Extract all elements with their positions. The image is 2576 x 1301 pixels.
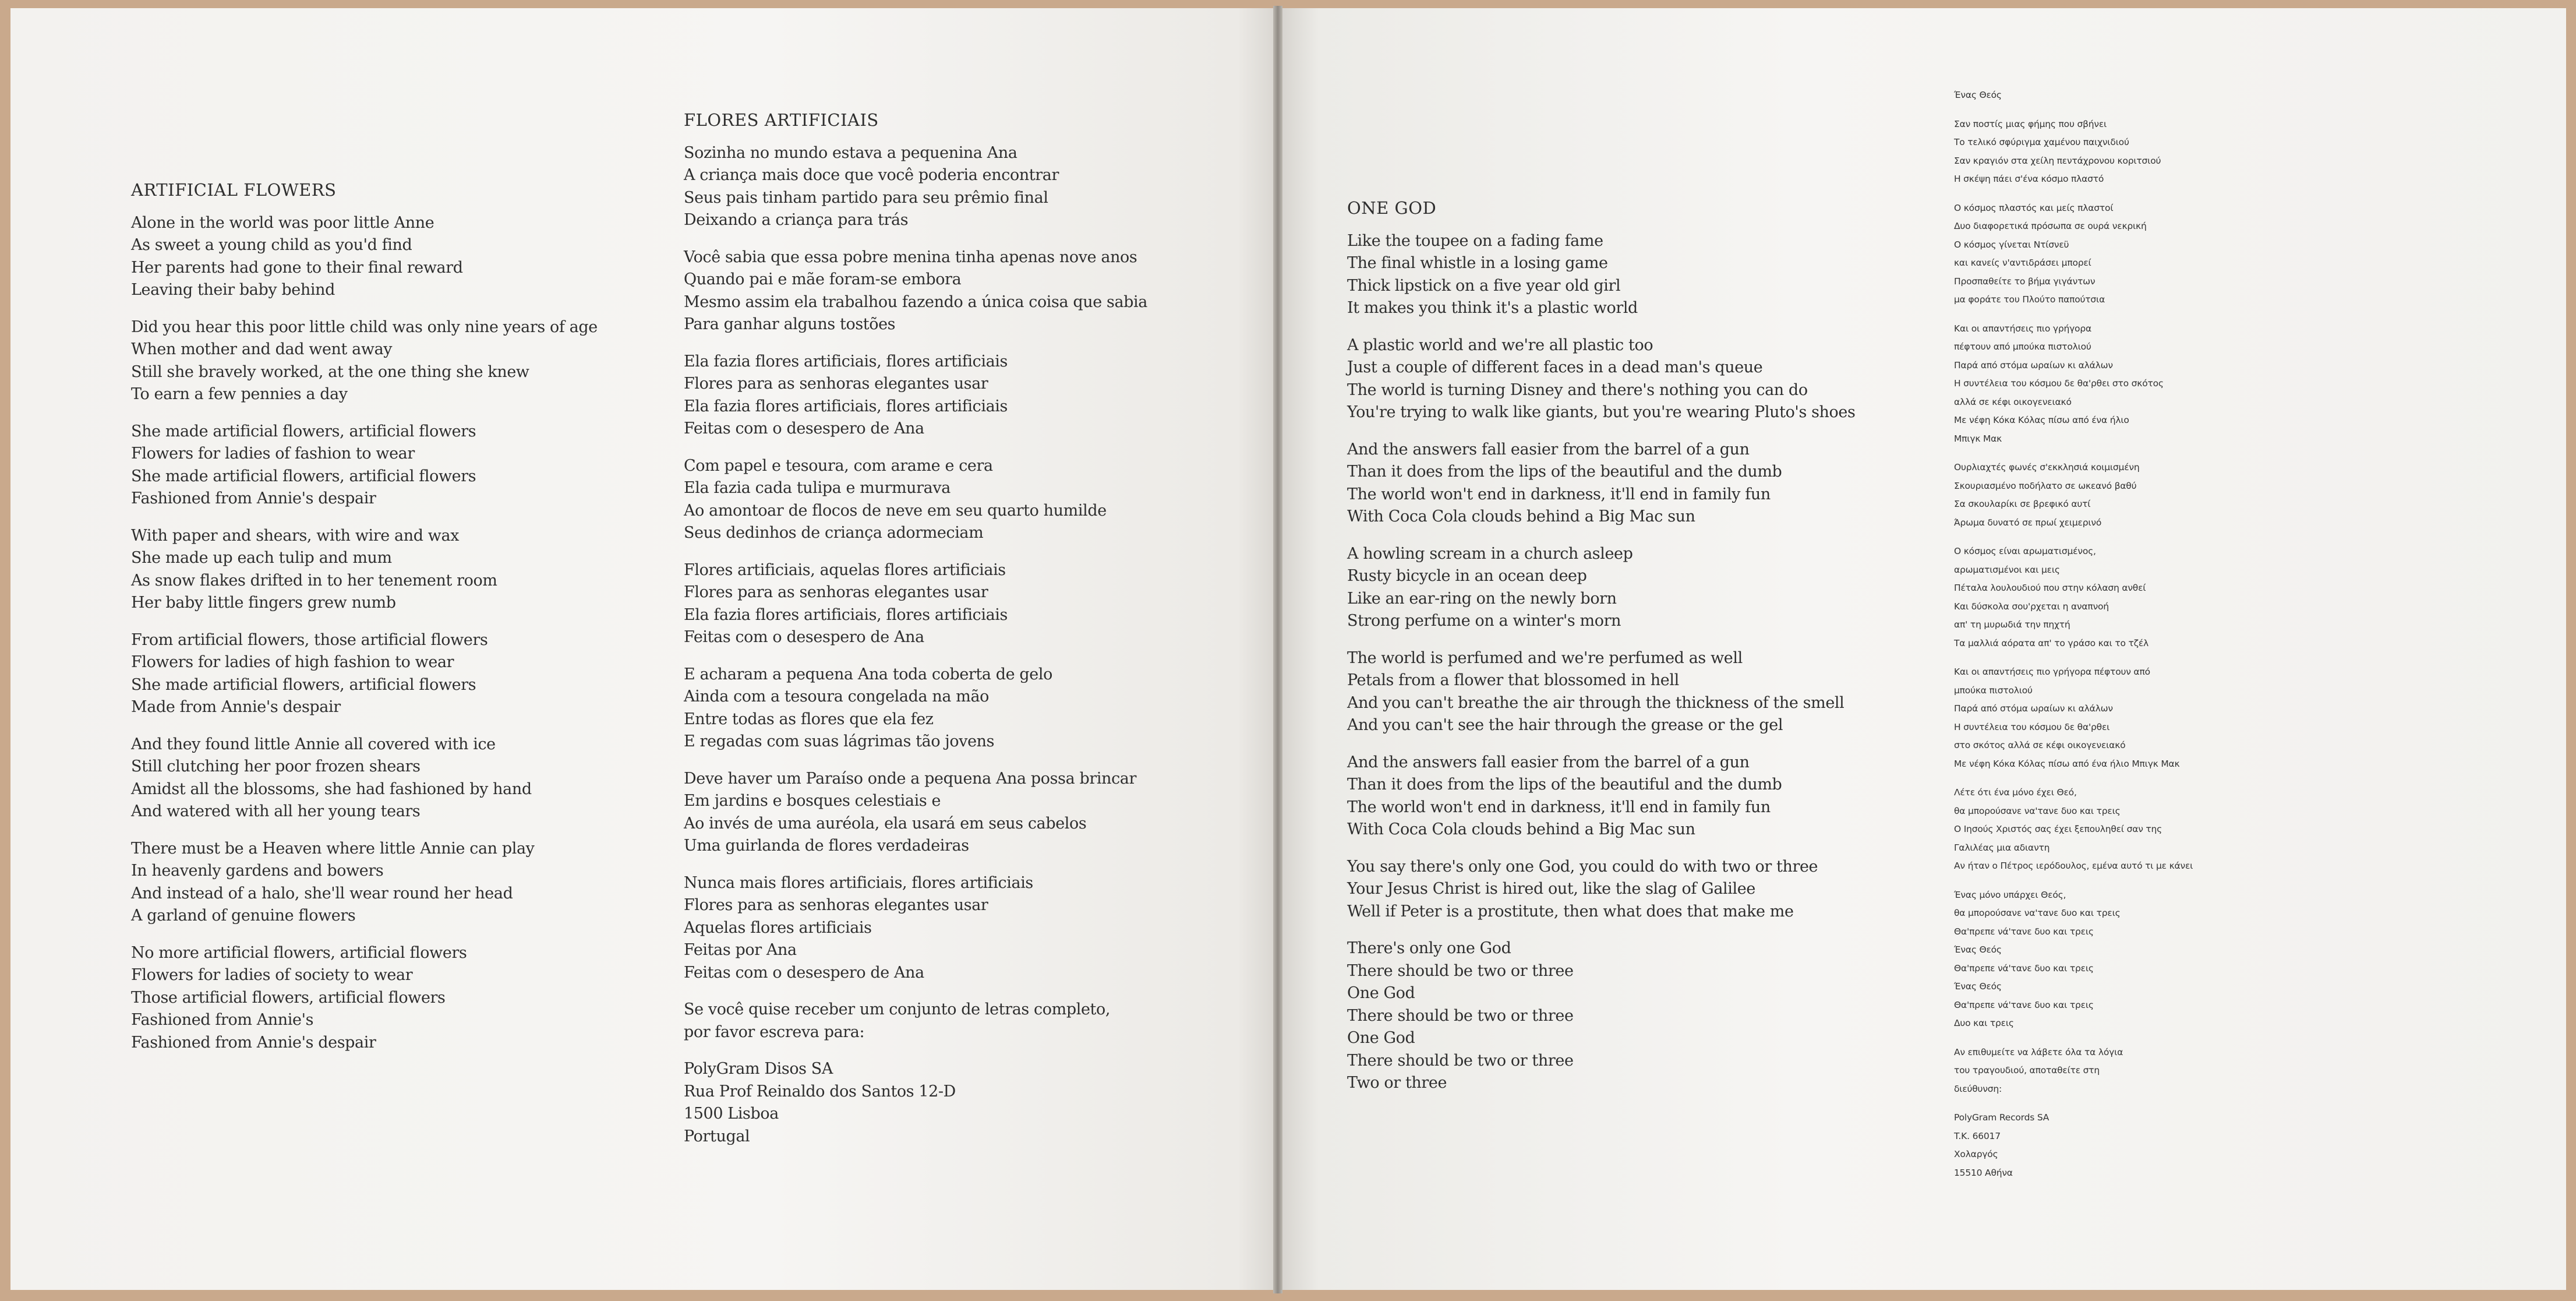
lyric-line: Petals from a flower that blossomed in hell	[1347, 671, 1679, 689]
lyric-line: Like the toupee on a fading fame	[1347, 231, 1603, 250]
lyric-line: Ένας μόνο υπάρχει Θεός,	[1954, 889, 2066, 900]
lyric-line: Θα'πρεπε νά'τανε δυο και τρεις	[1954, 926, 2094, 937]
lyric-line: You're trying to walk like giants, but you're wearing Pluto's shoes	[1347, 403, 1856, 421]
lyric-line: Leaving their baby behind	[131, 281, 335, 299]
lyric-line: With Coca Cola clouds behind a Big Mac sun	[1347, 507, 1695, 526]
lyric-line: Seus dedinhos de criança adormeciam	[684, 524, 984, 542]
stanza	[1347, 439, 1855, 528]
lyric-line: θα μπορούσανε να'τανε δυο και τρεις	[1954, 908, 2121, 918]
song-title: ARTIFICIAL FLOWERS	[131, 180, 337, 200]
lyric-line: Με νέφη Κόκα Κόλας πίσω από ένα ήλιο	[1954, 415, 2129, 425]
lyric-line: Και οι απαντήσεις πιο γρήγορα πέφτουν από	[1954, 667, 2150, 677]
song-title: ONE GOD	[1347, 198, 1437, 218]
lyric-line: A howling scream in a church asleep	[1347, 544, 1633, 563]
stanza	[684, 246, 1147, 336]
lyric-line: Feitas com o desespero de Ana	[684, 628, 924, 646]
lyric-line: Flores para as senhoras elegantes usar	[684, 375, 988, 393]
lyric-line: And the answers fall easier from the barrel of a gun	[1347, 753, 1750, 771]
stanza	[1347, 334, 1855, 424]
lyric-line: Strong perfume on a winter's morn	[1347, 612, 1621, 630]
lyric-line: And watered with all her young tears	[131, 802, 421, 820]
lyric-line: Você sabia que essa pobre menina tinha apenas nove anos	[684, 248, 1137, 266]
lyric-line: Still she bravely worked, at the one thing she knew	[131, 362, 529, 381]
lyric-line: Η συντέλεια του κόσμου δε θα'ρθει	[1954, 721, 2110, 732]
lyric-line: Fashioned from Annie's despair	[131, 489, 376, 507]
stanza	[131, 942, 598, 1055]
lyric-line: You say there's only one God, you could do with two or three	[1347, 857, 1818, 876]
lyric-line: Σκουριασμένο ποδήλατο σε ωκεανό βαθύ	[1954, 480, 2137, 491]
lyric-line: Deve haver um Paraíso onde a pequena Ana possa brincar	[684, 769, 1136, 788]
lyric-line: Quando pai e mãe foram-se embora	[684, 270, 962, 288]
lyric-line: Sozinha no mundo estava a pequenina Ana	[684, 143, 1017, 162]
lyric-line: Flowers for ladies of society to wear	[131, 966, 413, 984]
stanza	[1954, 886, 2193, 1033]
lyric-line: Αν ήταν ο Πέτρος ιερόδουλος, εμένα αυτό τι με κάνει	[1954, 861, 2193, 871]
lyric-line: A criança mais doce que você poderia encontrar	[684, 166, 1059, 184]
lyric-line: The world won't end in darkness, it'll end in family fun	[1347, 798, 1771, 816]
enas-theos-column	[1954, 86, 2193, 1193]
lyric-line: The world won't end in darkness, it'll end in family fun	[1347, 485, 1771, 503]
lyric-line: And you can't see the hair through the grease or the gel	[1347, 716, 1783, 734]
lyric-line: Ao amontoar de flocos de neve em seu quarto humilde	[684, 501, 1107, 520]
stanza	[131, 421, 598, 510]
stanza	[684, 768, 1147, 858]
lyric-line: Thick lipstick on a five year old girl	[1347, 276, 1621, 295]
lyric-line: She made artificial flowers, artificial flowers	[131, 467, 476, 485]
lyric-line: Ο Ιησούς Χριστός σας έχει ξεπουληθεί σαν της	[1954, 824, 2162, 834]
lyric-line: Her parents had gone to their final reward	[131, 258, 463, 277]
lyric-line: Feitas por Ana	[684, 941, 797, 959]
lyric-line: απ' τη μυρωδιά την πηχτή	[1954, 619, 2070, 630]
lyric-line: Your Jesus Christ is hired out, like the slag of Galilee	[1347, 880, 1755, 898]
address-line: PolyGram Disos SA	[684, 1060, 833, 1078]
stanza	[131, 734, 598, 823]
lyric-line: There must be a Heaven where little Annie can play	[131, 839, 535, 858]
lyric-line: There should be two or three	[1347, 961, 1574, 980]
lyric-line: E acharam a pequena Ana toda coberta de gelo	[684, 665, 1052, 683]
lyric-line: 15510 Αθήνα	[1954, 1167, 2013, 1178]
stanza	[1954, 320, 2193, 449]
stanza	[1347, 856, 1855, 923]
stanza	[684, 142, 1147, 232]
lyric-line: E regadas com suas lágrimas tão jovens	[684, 732, 995, 750]
stanza	[1347, 752, 1855, 841]
address-line: 1500 Lisboa	[684, 1105, 779, 1123]
lyric-line: Deixando a criança para trás	[684, 211, 909, 229]
stanza	[1347, 230, 1855, 320]
lyric-line: PolyGram Records SA	[1954, 1112, 2050, 1123]
lyric-line: Her baby little fingers grew numb	[131, 594, 396, 612]
lyric-line: With paper and shears, with wire and wax	[131, 526, 460, 545]
stanza	[684, 351, 1147, 440]
lyric-line: As sweet a young child as you'd find	[131, 236, 412, 254]
stanza	[684, 559, 1147, 649]
lyric-line: por favor escreva para:	[684, 1023, 865, 1041]
lyric-line: Ο κόσμος πλαστός και μείς πλαστοί	[1954, 202, 2114, 213]
lyric-line: Alone in the world was poor little Anne	[131, 213, 434, 232]
lyric-line: Σαν ποστίς μιας φήμης που σβήνει	[1954, 118, 2107, 129]
lyric-line: Flores artificiais, aquelas flores artificiais	[684, 560, 1006, 579]
lyrics	[1347, 230, 1855, 1095]
lyric-line: και κανείς ν'αντιδράσει μπορεί	[1954, 258, 2091, 268]
lyric-line: Fashioned from Annie's	[131, 1011, 314, 1029]
lyric-line: Se você quise receber um conjunto de letras completo,	[684, 1000, 1111, 1018]
lyrics	[684, 142, 1147, 1044]
lyric-line: Χολαργός	[1954, 1149, 1998, 1159]
lyric-line: Σα σκουλαρίκι σε βρεφικό αυτί	[1954, 499, 2091, 509]
lyric-line: Ουρλιαχτές φωνές σ'εκκλησιά κοιμισμένη	[1954, 462, 2140, 473]
lyric-line: Still clutching her poor frozen shears	[131, 757, 421, 775]
lyric-line: Uma guirlanda de flores verdadeiras	[684, 837, 969, 855]
lyric-line: One God	[1347, 984, 1415, 1002]
lyric-line: θα μπορούσανε να'τανε δυο και τρεις	[1954, 805, 2121, 816]
lyric-line: She made artificial flowers, artificial flowers	[131, 675, 476, 694]
lyric-line: Rusty bicycle in an ocean deep	[1347, 567, 1587, 585]
lyric-line: Παρά από στόμα ωραίων κι αλάλων	[1954, 359, 2113, 371]
lyric-line: Than it does from the lips of the beautiful and the dumb	[1347, 775, 1782, 794]
lyric-line: Και οι απαντήσεις πιο γρήγορα	[1954, 323, 2091, 334]
lyric-line: του τραγουδιού, αποταθείτε στη	[1954, 1065, 2100, 1076]
song-title: Ένας Θεός	[1954, 90, 2002, 100]
lyric-line: Just a couple of different faces in a dead man's queue	[1347, 358, 1763, 376]
address-line: Portugal	[684, 1127, 750, 1145]
stanza	[131, 316, 598, 406]
lyric-line: She made up each tulip and mum	[131, 549, 392, 567]
lyric-line: Ainda com a tesoura congelada na mão	[684, 687, 989, 706]
lyric-line: Than it does from the lips of the beautiful and the dumb	[1347, 463, 1782, 481]
lyric-line: Flores para as senhoras elegantes usar	[684, 896, 988, 914]
stanza	[1954, 459, 2193, 532]
lyric-line: Θα'πρεπε νά'τανε δυο και τρεις	[1954, 962, 2094, 974]
lyric-line: αλλά σε κέφι οικογενειακό	[1954, 396, 2072, 407]
stanza	[684, 999, 1147, 1043]
lyrics	[131, 212, 598, 1055]
lyric-line: Σαν κραγιόν στα χείλη πεντάχρονου κοριτσιού	[1954, 155, 2161, 166]
lyric-line: Ela fazia flores artificiais, flores artificiais	[684, 397, 1008, 415]
lyric-line: Η σκέψη πάει σ'ένα κόσμο πλαστό	[1954, 174, 2104, 184]
lyric-line: διεύθυνση:	[1954, 1083, 2002, 1094]
lyric-line: With Coca Cola clouds behind a Big Mac sun	[1347, 820, 1695, 838]
lyric-line: Ο κόσμος γίνεται Ντίσνεϋ	[1954, 239, 2069, 250]
lyric-line: There should be two or three	[1347, 1006, 1574, 1025]
stanza	[131, 629, 598, 719]
lyric-line: Ένας Θεός	[1954, 944, 2002, 955]
lyrics	[1954, 115, 2193, 1183]
lyric-line: Seus pais tinham partido para seu prêmio final	[684, 188, 1048, 207]
lyric-line: Θα'πρεπε νά'τανε δυο και τρεις	[1954, 999, 2094, 1010]
lyric-line: Ao invés de uma auréola, ela usará em seus cabelos	[684, 814, 1087, 833]
postal-address	[684, 1058, 1147, 1148]
lyric-line: Πέταλα λουλουδιού που στην κόλαση ανθεί	[1954, 583, 2146, 593]
lyric-line: πέφτουν από μπούκα πιστολιού	[1954, 341, 2091, 352]
lyric-line: Para ganhar alguns tostões	[684, 315, 896, 333]
lyric-line: The final whistle in a losing game	[1347, 254, 1608, 272]
lyric-line: μα φοράτε του Πλούτο παπούτσια	[1954, 294, 2105, 305]
lyric-line: Mesmo assim ela trabalhou fazendo a única coisa que sabia	[684, 292, 1147, 311]
lyric-line: In heavenly gardens and bowers	[131, 862, 384, 880]
lyric-line: When mother and dad went away	[131, 340, 393, 358]
lyric-line: Made from Annie's despair	[131, 698, 341, 716]
lyric-line: Did you hear this poor little child was only nine years of age	[131, 318, 598, 336]
lyric-line: Two or three	[1347, 1074, 1447, 1092]
lyric-line: Feitas com o desespero de Ana	[684, 419, 924, 438]
lyric-line: Γαλιλέας μια αδιαντη	[1954, 842, 2050, 853]
stanza	[684, 455, 1147, 545]
lyric-line: Προσπαθείτε το βήμα γιγάντων	[1954, 276, 2096, 287]
lyric-line: Com papel e tesoura, com arame e cera	[684, 456, 993, 475]
lyric-line: From artificial flowers, those artificial flowers	[131, 630, 488, 649]
lyric-line: Feitas com o desespero de Ana	[684, 963, 924, 982]
lyric-line: And the answers fall easier from the barrel of a gun	[1347, 440, 1750, 459]
stanza	[1954, 784, 2193, 876]
stanza	[1347, 647, 1855, 737]
lyric-line: Μπιγκ Μακ	[1954, 433, 2002, 444]
lyric-line: Flowers for ladies of fashion to wear	[131, 445, 415, 463]
lyric-line: No more artificial flowers, artificial flowers	[131, 943, 467, 962]
lyric-line: Και δύσκολα σου'ρχεται η αναπνοή	[1954, 601, 2109, 612]
stanza	[131, 525, 598, 615]
flores-artificiais-column	[684, 109, 1147, 1148]
lyric-line: Like an ear-ring on the newly born	[1347, 589, 1617, 608]
lyric-line: Παρά από στόμα ωραίων κι αλάλων	[1954, 703, 2113, 714]
lyric-line: And you can't breathe the air through the thickness of the smell	[1347, 693, 1844, 712]
lyric-line: There's only one God	[1347, 939, 1511, 957]
lyric-line: Aquelas flores artificiais	[684, 918, 872, 937]
lyric-line: αρωματισμένοι και μεις	[1954, 564, 2060, 575]
lyric-line: A garland of genuine flowers	[131, 907, 356, 925]
lyric-line: As snow flakes drifted in to her tenement room	[131, 571, 497, 590]
stanza	[684, 664, 1147, 753]
lyric-line: The world is turning Disney and there's nothing you can do	[1347, 380, 1808, 399]
lyric-line: And instead of a halo, she'll wear round her head	[131, 884, 513, 902]
lyric-line: A plastic world and we're all plastic too	[1347, 336, 1653, 354]
lyric-line: Δυο και τρεις	[1954, 1018, 2014, 1028]
stanza	[131, 838, 598, 928]
lyric-line: μπούκα πιστολιού	[1954, 685, 2033, 696]
stanza	[1954, 199, 2193, 309]
lyric-line: Με νέφη Κόκα Κόλας πίσω από ένα ήλιο Μπιγκ Μακ	[1954, 758, 2180, 769]
lyric-line: Flores para as senhoras elegantes usar	[684, 583, 988, 601]
booklet-spine	[1273, 6, 1282, 1293]
lyric-line: Flowers for ladies of high fashion to wear	[131, 653, 454, 671]
address-line: Rua Prof Reinaldo dos Santos 12-D	[684, 1082, 956, 1101]
lyric-line: Άρωμα δυνατό σε πρωί χειμερινό	[1954, 517, 2102, 528]
lyric-line: Those artificial flowers, artificial flowers	[131, 988, 446, 1007]
lyric-line: Ο κόσμος είναι αρωματισμένος,	[1954, 546, 2096, 556]
song-title: FLORES ARTIFICIAIS	[684, 110, 879, 130]
stanza	[1347, 543, 1855, 633]
lyric-line: To earn a few pennies a day	[131, 385, 348, 403]
lyric-line: It makes you think it's a plastic world	[1347, 299, 1638, 317]
lyric-line: Fashioned from Annie's despair	[131, 1033, 376, 1052]
stanza	[1347, 937, 1855, 1095]
lyric-line: Well if Peter is a prostitute, then what does that make me	[1347, 902, 1794, 921]
lyric-line: Το τελικό σφύριγμα χαμένου παιχνιδιού	[1954, 137, 2129, 147]
lyric-line: Ela fazia cada tulipa e murmurava	[684, 479, 950, 497]
artificial-flowers-column	[131, 179, 598, 1069]
lyric-line: Amidst all the blossoms, she had fashioned by hand	[131, 780, 532, 798]
lyric-line: One God	[1347, 1029, 1415, 1047]
lyric-line: Αν επιθυμείτε να λάβετε όλα τα λόγια	[1954, 1046, 2123, 1057]
lyric-line: Η συντέλεια του κόσμου δε θα'ρθει στο σκότος	[1954, 378, 2164, 389]
lyric-line: There should be two or three	[1347, 1051, 1574, 1070]
lyric-line: The world is perfumed and we're perfumed as well	[1347, 648, 1743, 667]
lyric-line: Entre todas as flores que ela fez	[684, 710, 934, 728]
stanza	[131, 212, 598, 302]
lyric-line: She made artificial flowers, artificial flowers	[131, 422, 476, 440]
stanza	[684, 872, 1147, 985]
lyric-line: Ela fazia flores artificiais, flores artificiais	[684, 605, 1008, 624]
lyric-line: Λέτε ότι ένα μόνο έχει Θεό,	[1954, 787, 2077, 798]
lyric-line: Δυο διαφορετικά πρόσωπα σε ουρά νεκρική	[1954, 221, 2147, 231]
stanza	[1954, 542, 2193, 653]
lyric-line: Em jardins e bosques celestiais e	[684, 792, 941, 810]
one-god-column	[1347, 197, 1855, 1109]
stanza	[1954, 663, 2193, 773]
lyric-line: Τα μαλλιά αόρατα απ' το γράσο και το τζέλ	[1954, 637, 2149, 648]
lyric-line: T.K. 66017	[1954, 1130, 2001, 1141]
lyric-line: στο σκότος αλλά σε κέφι οικογενειακό	[1954, 740, 2126, 750]
lyric-line: And they found little Annie all covered with ice	[131, 735, 496, 753]
lyric-line: Nunca mais flores artificiais, flores artificiais	[684, 873, 1033, 892]
lyric-line: Ένας Θεός	[1954, 981, 2002, 992]
stanza	[1954, 1043, 2193, 1099]
stanza	[1954, 1109, 2193, 1182]
stanza	[1954, 115, 2193, 189]
lyric-line: Ela fazia flores artificiais, flores artificiais	[684, 352, 1008, 371]
